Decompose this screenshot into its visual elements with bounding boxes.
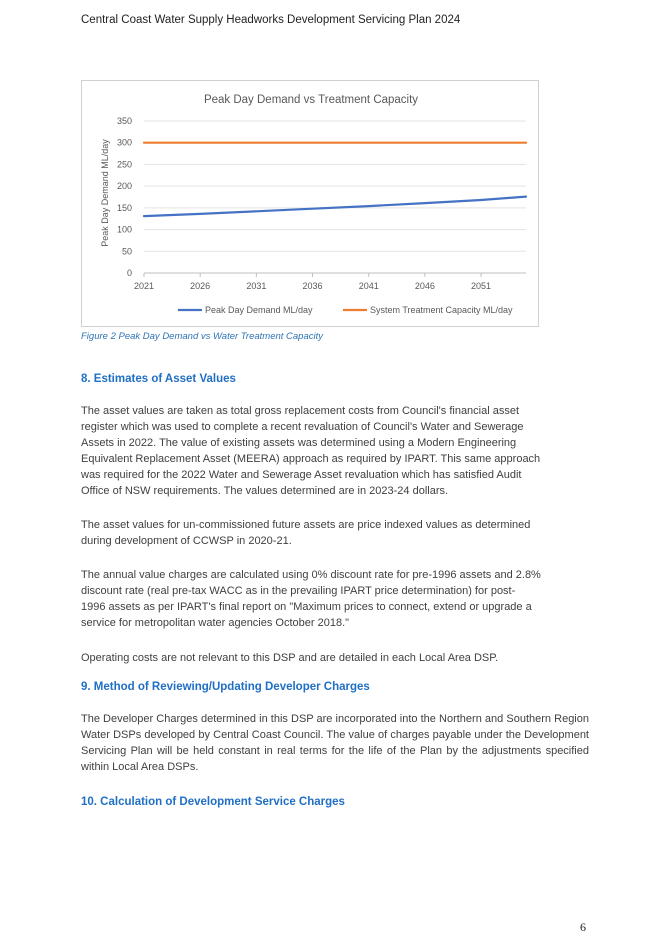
paragraph-asset-values-2 [81, 517, 589, 549]
text-line: 1996 assets as per IPART's final report on "Maximum prices to connect, extend or upgrade a [81, 601, 532, 613]
series-line-peak-demand [144, 197, 526, 217]
x-tick-label: 2036 [302, 281, 323, 291]
chart-grid [144, 121, 526, 277]
text-line: register which was used to complete a recent revaluation of Council's Water and Sewerage [81, 421, 524, 433]
text-line: Assets in 2022. The value of existing assets was determined using a Modern Engineering [81, 437, 517, 449]
chart-title: Peak Day Demand vs Treatment Capacity [203, 94, 419, 106]
chart-series [144, 143, 526, 216]
chart-container [81, 80, 539, 327]
x-tick-label: 2046 [414, 281, 435, 291]
paragraph-asset-values-1 [81, 403, 589, 499]
y-tick-labels [117, 116, 132, 278]
text-line: Office of NSW requirements. The values determined are in 2023-24 dollars. [81, 485, 449, 497]
text-line: Operating costs are not relevant to this DSP and are detailed in each Local Area DSP. [81, 652, 499, 664]
section-heading-calculation: 10. Calculation of Development Service Charges [81, 796, 345, 808]
x-tick-label: 2026 [190, 281, 211, 291]
y-axis-label: Peak Day Demand ML/day [100, 139, 110, 247]
text-line: during development of CCWSP in 2020-21. [81, 535, 292, 547]
x-tick-label: 2041 [358, 281, 379, 291]
x-tick-label: 2051 [471, 281, 492, 291]
x-tick-label: 2021 [133, 281, 155, 291]
section-heading-reviewing-charges: 9. Method of Reviewing/Updating Developer Charges [81, 681, 370, 693]
x-tick-label: 2031 [246, 281, 267, 291]
text-line: discount rate (real pre-tax WACC as in the prevailing IPART price determination) for post- [81, 585, 516, 597]
page-number: 6 [580, 920, 586, 934]
text-line: was required for the 2022 Water and Sewerage Asset revaluation which has satisfied Audit [81, 469, 522, 481]
legend-entry: System Treatment Capacity ML/day [370, 305, 513, 315]
paragraph-asset-values-3 [81, 567, 589, 631]
y-tick-label: 0 [126, 268, 132, 278]
y-tick-label: 100 [116, 224, 132, 235]
legend-entry: Peak Day Demand ML/day [205, 305, 313, 315]
y-tick-label: 200 [116, 181, 132, 192]
text-line: The asset values for un-commissioned future assets are price indexed values as determined [81, 519, 531, 531]
y-tick-label: 250 [116, 159, 132, 170]
text-line: The annual value charges are calculated using 0% discount rate for pre-1996 assets and 2.8% [81, 569, 541, 581]
y-tick-label: 350 [116, 116, 132, 126]
paragraph-reviewing-charges: The Developer Charges determined in this DSP are incorporated into the Northern and Southern Region Water DSPs developed by Central Coast Council. The value of charges payable under the Development Servicing Plan will be held constant in real terms for the life of the Plan by the adjustments specified within Local Area DSPs. [81, 713, 589, 773]
y-tick-label: 300 [116, 137, 132, 148]
text-line: Equivalent Replacement Asset (MEERA) approach as required by IPART. This same approach [81, 453, 541, 465]
chart-legend [178, 305, 513, 315]
x-tick-labels [134, 281, 491, 291]
page-header: Central Coast Water Supply Headworks Development Servicing Plan 2024 [81, 14, 461, 26]
y-tick-label: 50 [121, 246, 132, 257]
peak-demand-chart [82, 81, 540, 328]
section-heading-asset-values: 8. Estimates of Asset Values [81, 373, 236, 385]
paragraph-asset-values-4 [81, 650, 589, 666]
figure-caption: Figure 2 Peak Day Demand vs Water Treatment Capacity [81, 331, 323, 342]
text-line: service for metropolitan water agencies October 2018." [81, 617, 350, 629]
text-line: The asset values are taken as total gross replacement costs from Council's financial asset [81, 405, 520, 417]
y-tick-label: 150 [116, 202, 132, 213]
